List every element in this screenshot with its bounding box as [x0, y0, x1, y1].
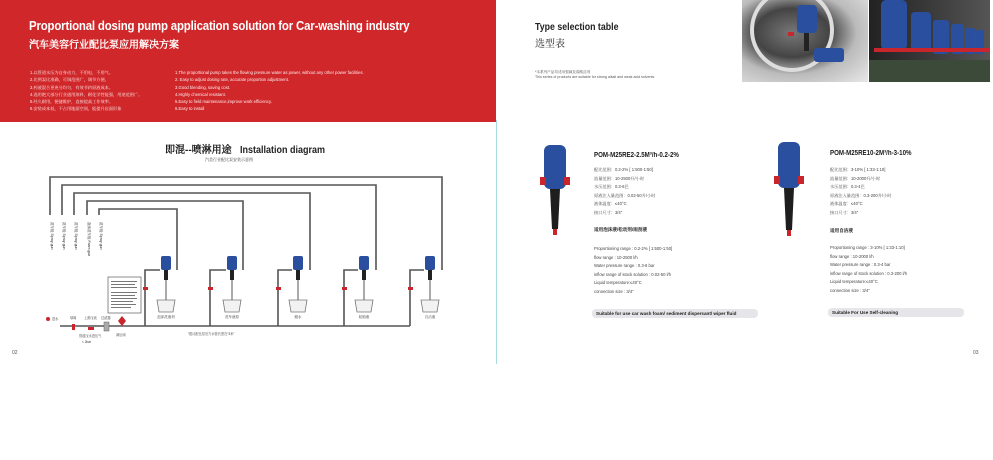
spec-item: inflow range of stock solution : 0.02-50 l/h: [594, 271, 672, 277]
features-list-en: [175, 69, 364, 113]
spec-item: Liquid temperature:≤40°C: [830, 279, 878, 285]
specs-en: [594, 245, 672, 297]
type-note-cn: *本系列产品均适用强碱及弱酸溶剂: [535, 70, 591, 74]
type-selection-subtitle: 选型表: [535, 39, 565, 50]
spec-item: 液体温度：≤40°C: [830, 201, 863, 207]
specs-en: [830, 244, 907, 296]
feature-item: 4.Highly chemical resistant.: [175, 91, 226, 97]
svg-text:自洁液: 自洁液: [424, 315, 436, 319]
svg-text:泡沫洗液剂: 泡沫洗液剂: [157, 315, 175, 319]
feature-item: 6.安装成本低，不占用地面空间，能提升店面形象: [30, 106, 122, 112]
svg-text:泡沫洗车枪 Foam gun: 泡沫洗车枪 Foam gun: [87, 222, 91, 257]
svg-text:洗车枪 Spray gun: 洗车枪 Spray gun: [62, 222, 66, 250]
spec-item: 原液注入量范围：0.3-200升/小时: [830, 192, 892, 198]
spec-item: 配比范围：3-10% [ 1:33-1:10]: [830, 167, 886, 172]
spec-item: Water pressure range : 0.3-6 bar: [594, 263, 655, 269]
specs-cn: [594, 166, 655, 218]
spec-item: Liquid temperature:≤40°C: [594, 280, 642, 286]
features-list-cn: [30, 69, 142, 113]
page-number-right: 03: [973, 350, 979, 356]
svg-text:洗车枪 Spray gun: 洗车枪 Spray gun: [74, 222, 78, 250]
suitable-bar: Suitable For Use Self-cleaning: [828, 308, 964, 317]
pump-row-image: [869, 0, 990, 82]
spec-item: inflow range of stock solution : 0.3-200 l/h: [830, 270, 908, 276]
feature-item: 1.The proportional pump takes the flowing pressure water as power, without any other power facilities.: [175, 70, 364, 75]
spec-item: 接口尺寸：3/4": [830, 209, 859, 215]
spec-item: 接口尺寸：3/4": [594, 209, 623, 215]
svg-text:管道压水进压气: 管道压水进压气: [79, 334, 102, 338]
pump-on-wheel-image: [742, 0, 868, 82]
feature-item: 6.Easy to install: [175, 106, 205, 112]
svg-text:减压阀: 减压阀: [116, 333, 126, 337]
usage-tag-cn: 适用泡沫液/松动剂/雨刮液: [594, 227, 648, 232]
product-photo-row: [869, 0, 990, 82]
svg-text:洗车枪 Spray gun: 洗车枪 Spray gun: [50, 222, 54, 250]
feature-item: 5.Easy to field maintenance,improve work efficiency.: [175, 99, 272, 105]
svg-text:上游压表: 上游压表: [84, 316, 97, 320]
product-name: POM-M25RE2-2.5M³/h-0.2-2%: [594, 152, 679, 159]
diagram-title: [165, 141, 335, 156]
suitable-bar: Suitable for use car wash foam/ sediment dispersant/ wiper fluid: [592, 309, 758, 318]
left-page: [0, 0, 496, 360]
svg-text:洗车枪 Spray gun: 洗车枪 Spray gun: [99, 222, 103, 250]
feature-item: 1.以管道水压为自身动力，不用电，不用气。: [30, 70, 114, 75]
svg-text:球阀: 球阀: [70, 316, 77, 320]
diagram-subtitle: 汽美行业配比泵安装示意图: [205, 157, 253, 162]
page-number-left: 02: [12, 350, 18, 356]
spec-item: 配比范围：0.2-2% [ 1:500-1:50]: [594, 167, 653, 172]
type-note-en: This series of products are suitable for strong alkali and weak acid solvents: [535, 75, 655, 79]
pump-image-1: [540, 143, 570, 238]
feature-item: 4.选用绝大部分行业通用浓料，耐化学性能强，用途范围广。: [30, 91, 143, 97]
banner-subtitle: 汽车美容行业配比泵应用解决方案: [29, 40, 179, 51]
svg-text:“建议配比泵后方水管长度在“3米”: “建议配比泵后方水管长度在“3米”: [188, 332, 235, 336]
svg-text:蜡水: 蜡水: [294, 315, 302, 319]
spec-item: flow range : 10-2000 l/h: [830, 253, 874, 259]
spec-item: 水压范围：0.3-6巴: [594, 184, 629, 190]
svg-text:洗车液原: 洗车液原: [225, 315, 239, 319]
installation-diagram: [0, 160, 496, 360]
specs-cn: [830, 166, 891, 218]
spec-item: connection size : 3/4": [830, 287, 870, 293]
spec-item: 水压范围：0.3-4巴: [830, 184, 865, 190]
usage-tag-cn: 适用自洁液: [830, 228, 853, 233]
pump-image-2: [774, 140, 804, 240]
diagram-title-en: Installation diagram: [240, 145, 326, 156]
spec-item: 原液注入量范围：0.02-50升/小时: [594, 192, 656, 198]
spec-item: 流量范围：10-2500升/小时: [594, 175, 645, 181]
type-selection-title: Type selection table: [535, 22, 619, 33]
spec-item: 流量范围：10-2000升/小时: [830, 175, 881, 181]
feature-item: 5.经久耐用，便捷维护，直接提高工作效率。: [30, 99, 114, 105]
spec-item: Proportioning range : 0.2-2% [ 1:500-1:50]: [594, 246, 673, 251]
pump-units: [157, 256, 439, 312]
feature-item: 3.Good blending, saving cost.: [175, 84, 231, 90]
feature-item: 2.比例泵比准确，可调范围广，调节方便。: [30, 77, 109, 83]
type-note: [535, 70, 654, 80]
svg-text:过滤器: 过滤器: [101, 316, 111, 320]
feature-item: 2. Easy to adjust dosing rate, accurate proportion adjustment.: [175, 77, 290, 83]
svg-text:轮胎液: 轮胎液: [358, 315, 370, 319]
product-name: POM-M25RE10-2M³/h-3-10%: [830, 150, 912, 157]
spec-item: 液体温度：≤40°C: [594, 201, 627, 207]
diagram-title-cn: 即混--喷淋用途: [165, 145, 232, 156]
product-photo-wheel: [742, 0, 868, 82]
spec-item: flow range : 10-2500 l/h: [594, 254, 638, 260]
banner-title: Proportional dosing pump application solution for Car-washing industry: [29, 18, 410, 33]
spec-item: connection size : 3/4": [594, 288, 634, 294]
svg-text:进水: 进水: [52, 317, 59, 321]
banner: [0, 0, 496, 122]
spec-item: Proportioning range : 3-10% [ 1:33-1:10]: [830, 245, 905, 250]
feature-item: 3.药液混合更充分均匀，有效节约原液成本。: [30, 84, 114, 90]
spec-item: Water pressure range : 0.3-4 bar: [830, 262, 891, 268]
svg-text:< 2bar: < 2bar: [82, 340, 92, 344]
right-page: [497, 0, 993, 360]
